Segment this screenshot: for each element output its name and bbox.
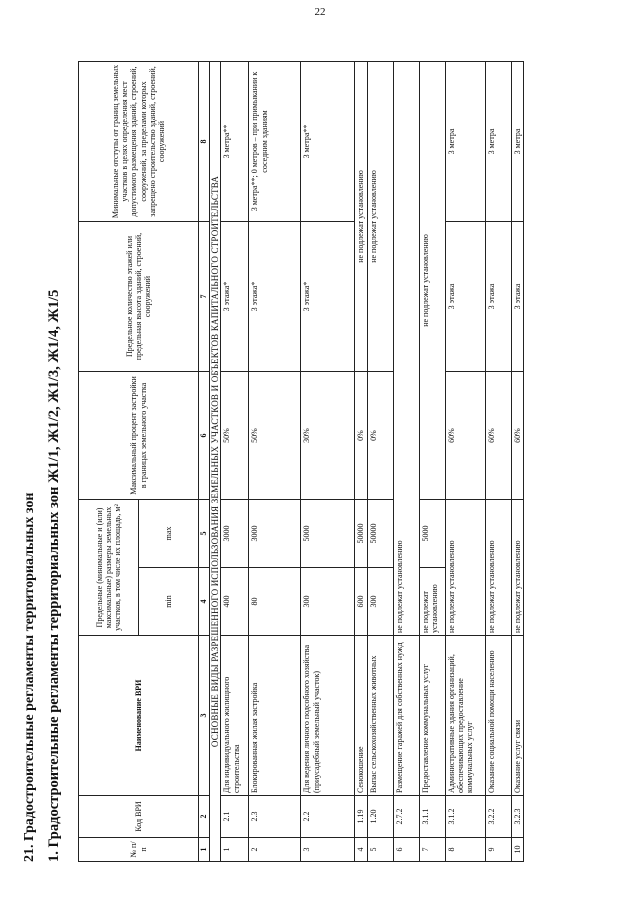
table-row xyxy=(301,61,355,861)
cell-merged-not-set: не подлежат установлению xyxy=(393,61,419,635)
cell-code: 2.7.2 xyxy=(393,796,419,838)
cell-merged-not-set: не подлежат установлению xyxy=(355,61,367,371)
column-number-row xyxy=(199,61,210,861)
cell-percent: 0% xyxy=(367,371,393,499)
cell-num: 8 xyxy=(445,838,485,862)
cell-num: 4 xyxy=(355,838,367,862)
col-num-1: 1 xyxy=(199,838,210,862)
col-num-5: 5 xyxy=(199,499,210,567)
cell-floors: 3 этажа* xyxy=(249,221,301,371)
cell-code: 3.1.1 xyxy=(419,796,445,838)
cell-name: Выпас сельскохозяйственных животных xyxy=(367,636,393,796)
cell-percent: 0% xyxy=(355,371,367,499)
col-num-4: 4 xyxy=(199,568,210,636)
cell-setback: 3 метра**; 0 метров – при примыкании к соседним зданиям xyxy=(249,61,301,221)
cell-merged-not-set: не подлежат установлению xyxy=(367,61,393,371)
cell-name: Сенокошение xyxy=(355,636,367,796)
col-num-3: 3 xyxy=(199,636,210,796)
cell-num: 3 xyxy=(301,838,355,862)
cell-num: 6 xyxy=(393,838,419,862)
cell-code: 3.2.3 xyxy=(511,796,523,838)
cell-min: 300 xyxy=(301,568,355,636)
cell-floors: 3 этажа* xyxy=(221,221,249,371)
table-row xyxy=(419,61,445,861)
table-row xyxy=(393,61,419,861)
cell-code: 2.1 xyxy=(221,796,249,838)
table-row xyxy=(367,61,393,861)
cell-name: Для ведения личного подсобного хозяйства (приусадебный земельный участок) xyxy=(301,636,355,796)
section-title: ОСНОВНЫЕ ВИДЫ РАЗРЕШЕННОГО ИСПОЛЬЗОВАНИЯ ЗЕМЕЛЬНЫХ УЧАСТКОВ И ОБЪЕКТОВ КАПИТАЛЬНОГО СТРОИТЕЛЬСТВА xyxy=(210,61,221,861)
cell-max: 5000 xyxy=(301,499,355,567)
cell-min: не подлежат установлению xyxy=(419,568,445,636)
cell-merged-not-set: не подлежат установлению xyxy=(419,61,445,499)
table-row xyxy=(445,61,485,861)
cell-max: 3000 xyxy=(221,499,249,567)
cell-min: 300 xyxy=(367,568,393,636)
cell-floors: 3 этажа xyxy=(445,221,485,371)
cell-num: 5 xyxy=(367,838,393,862)
cell-name: Оказание социальной помощи населению xyxy=(485,636,511,796)
page-number: 22 xyxy=(314,6,326,18)
table-row xyxy=(485,61,511,861)
cell-setback: 3 метра** xyxy=(301,61,355,221)
cell-name: Административные здания организаций, обеспечивающих предоставление коммунальных услуг xyxy=(445,636,485,796)
cell-max: 50000 xyxy=(367,499,393,567)
cell-percent: 50% xyxy=(249,371,301,499)
header-sizes: Предельные (минимальные и (или) максимальные) размеры земельных участков, в том числе их площадь, м² xyxy=(79,499,139,635)
rotated-page-content xyxy=(22,62,610,862)
cell-code: 1.19 xyxy=(355,796,367,838)
cell-num: 9 xyxy=(485,838,511,862)
cell-name: Блокированная жилая застройка xyxy=(249,636,301,796)
cell-setback: 3 метра** xyxy=(221,61,249,221)
cell-percent: 60% xyxy=(445,371,485,499)
cell-min: 600 xyxy=(355,568,367,636)
cell-sizes-merged: не подлежат установлению xyxy=(485,499,511,635)
col-num-6: 6 xyxy=(199,371,210,499)
cell-name: Предоставление коммунальных услуг xyxy=(419,636,445,796)
cell-setback: 3 метра xyxy=(485,61,511,221)
table-row xyxy=(221,61,249,861)
header-max: max xyxy=(139,499,199,567)
cell-max: 3000 xyxy=(249,499,301,567)
cell-num: 2 xyxy=(249,838,301,862)
cell-sizes-merged: не подлежат установлению xyxy=(511,499,523,635)
table-row xyxy=(355,61,367,861)
cell-num: 7 xyxy=(419,838,445,862)
document-title: 21. Градостроительные регламенты территориальных зон xyxy=(22,492,37,862)
cell-floors: 3 этажа xyxy=(511,221,523,371)
cell-name: Для индивидуального жилищного строительства xyxy=(221,636,249,796)
cell-code: 1.20 xyxy=(367,796,393,838)
cell-name: Оказание услуг связи xyxy=(511,636,523,796)
header-num: № п/п xyxy=(79,838,199,862)
header-name: Наименование ВРИ xyxy=(79,636,199,796)
regulations-table xyxy=(78,61,524,862)
header-floors: Предельное количество этажей или предельная высота зданий, строений, сооружений xyxy=(79,221,199,371)
cell-setback: 3 метра xyxy=(445,61,485,221)
table-row xyxy=(249,61,301,861)
header-percent: Максимальный процент застройки в границах земельного участка xyxy=(79,371,199,499)
table-row xyxy=(511,61,523,861)
col-num-7: 7 xyxy=(199,221,210,371)
cell-percent: 60% xyxy=(511,371,523,499)
header-code: Код ВРИ xyxy=(79,796,199,838)
cell-min: 80 xyxy=(249,568,301,636)
header-min: min xyxy=(139,568,199,636)
document-subtitle: 1. Градостроительные регламенты территориальных зон Ж1/1, Ж1/2, Ж1/3, Ж1/4, Ж1/5 xyxy=(46,289,62,862)
cell-floors: 3 этажа xyxy=(485,221,511,371)
cell-num: 1 xyxy=(221,838,249,862)
cell-sizes-merged: не подлежат установлению xyxy=(445,499,485,635)
col-num-2: 2 xyxy=(199,796,210,838)
cell-code: 3.2.2 xyxy=(485,796,511,838)
cell-code: 2.3 xyxy=(249,796,301,838)
cell-percent: 50% xyxy=(221,371,249,499)
cell-code: 2.2 xyxy=(301,796,355,838)
cell-code: 3.1.2 xyxy=(445,796,485,838)
cell-max: 5000 xyxy=(419,499,445,567)
cell-setback: 3 метра xyxy=(511,61,523,221)
col-num-8: 8 xyxy=(199,61,210,221)
cell-percent: 30% xyxy=(301,371,355,499)
cell-name: Размещение гаражей для собственных нужд xyxy=(393,636,419,796)
cell-min: 400 xyxy=(221,568,249,636)
header-setbacks: Минимальные отступы от границ земельных участков в целях определения мест допустимого размещения зданий, строений, сооружений, за пределами которых запрещено строительство зданий, строений, сооружений xyxy=(79,61,199,221)
cell-floors: 3 этажа* xyxy=(301,221,355,371)
cell-percent: 60% xyxy=(485,371,511,499)
cell-num: 10 xyxy=(511,838,523,862)
cell-max: 50000 xyxy=(355,499,367,567)
